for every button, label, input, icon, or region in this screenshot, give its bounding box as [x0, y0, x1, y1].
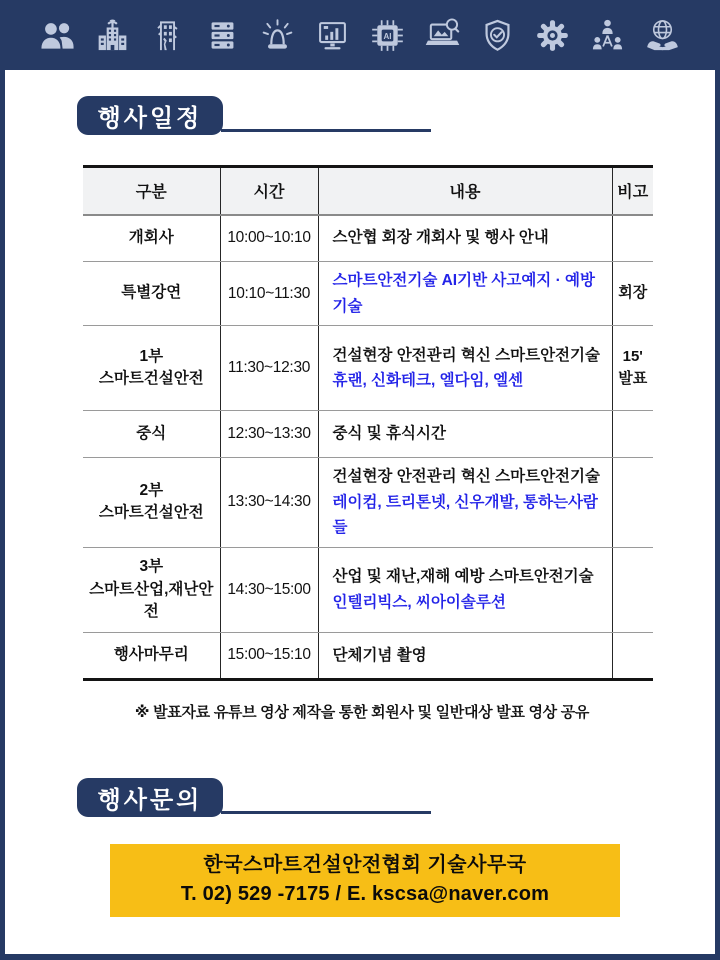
svg-text:AI: AI	[383, 31, 392, 41]
contact-box	[110, 844, 620, 917]
category-cell: 행사마무리	[113, 646, 189, 664]
category-cell: 3부 스마트산업,재난안전	[83, 547, 220, 632]
content-cell	[318, 458, 612, 548]
ai-chip-icon	[370, 18, 405, 53]
topbar-icon-band	[0, 0, 720, 70]
header-category: 구분	[83, 167, 220, 215]
table-row	[83, 326, 653, 411]
remark-cell: 15' 발표	[612, 326, 653, 411]
header-time: 시간	[220, 167, 318, 215]
table-row	[83, 632, 653, 679]
schedule-table	[83, 165, 653, 681]
content-main-text: 중식 및 휴식시간	[332, 425, 446, 443]
category-cell: 중식	[83, 411, 220, 458]
contact-org: 한국스마트건설안전협회 기술사무국	[203, 853, 527, 876]
category-cell: 2부 스마트건설안전	[83, 458, 220, 548]
content-cell	[318, 547, 612, 632]
category-cell: 특별강연	[83, 262, 220, 326]
server-rack-icon	[205, 18, 240, 53]
content-cell	[318, 215, 612, 262]
content-company-text: 휴랜, 신화테크, 엘다임, 엘센	[332, 372, 524, 390]
content-company-text: 레이컴, 트리톤넷, 신우개발, 통하는사람들	[332, 493, 598, 537]
schedule-title: 행사일정	[97, 105, 203, 132]
category-cell: 개회사	[83, 215, 220, 262]
users-icon	[40, 18, 75, 53]
content-cell	[318, 262, 612, 326]
remark-cell	[612, 632, 653, 679]
damaged-building-icon	[150, 18, 185, 53]
org-chart-icon	[590, 18, 625, 53]
time-cell: 12:30~13:30	[220, 411, 318, 458]
table-row	[83, 547, 653, 632]
table-row	[83, 215, 653, 262]
table-row	[83, 262, 653, 326]
title-underline	[221, 811, 431, 814]
gear-icon	[535, 18, 570, 53]
content-main-text: 산업 및 재난,재해 예방 스마트안전기술	[332, 568, 594, 586]
remark-cell	[612, 458, 653, 548]
category-cell: 1부 스마트건설안전	[83, 326, 220, 411]
contact-phone-email: T. 02) 529 -7175 / E. kscsa@naver.com	[180, 882, 550, 905]
time-cell: 10:00~10:10	[220, 215, 318, 262]
content-main-text: 건설현장 안전관리 혁신 스마트안전기술	[332, 346, 600, 364]
laptop-search-icon	[425, 18, 460, 53]
footnote: ※ 발표자료 유튜브 영상 제작을 통한 회원사 및 일반대상 발표 영상 공유	[134, 703, 590, 721]
remark-cell: 회장	[612, 262, 653, 326]
title-underline	[221, 129, 431, 132]
content-company-text: 스마트안전기술 AI기반 사고예지 · 예방기술	[332, 272, 595, 315]
time-cell: 11:30~12:30	[220, 326, 318, 411]
time-cell: 10:10~11:30	[220, 262, 318, 326]
time-cell: 14:30~15:00	[220, 547, 318, 632]
time-cell: 13:30~14:30	[220, 458, 318, 548]
schedule-title-badge	[77, 96, 223, 135]
remark-cell	[612, 411, 653, 458]
contact-title: 행사문의	[97, 786, 203, 814]
shield-check-icon	[480, 18, 515, 53]
content-main-text: 스안협 회장 개회사 및 행사 안내	[332, 229, 549, 247]
header-content: 내용	[318, 167, 612, 215]
siren-icon	[260, 18, 295, 53]
content-cell	[318, 632, 612, 679]
content-main-text: 단체기념 촬영	[332, 646, 427, 664]
smart-building-icon	[95, 18, 130, 53]
schedule-section	[5, 96, 715, 722]
header-remark: 비고	[612, 167, 653, 215]
contact-title-badge	[77, 778, 223, 817]
content-cell	[318, 326, 612, 411]
table-header-row	[83, 167, 653, 215]
contact-section	[5, 778, 715, 917]
table-row	[83, 458, 653, 548]
remark-cell	[612, 547, 653, 632]
remark-cell	[612, 215, 653, 262]
monitor-chart-icon	[315, 18, 350, 53]
table-row	[83, 411, 653, 458]
content-company-text: 인텔리빅스, 씨아이솔루션	[332, 593, 506, 611]
time-cell: 15:00~15:10	[220, 632, 318, 679]
content-cell	[318, 411, 612, 458]
content-main-text: 건설현장 안전관리 혁신 스마트안전기술	[332, 468, 600, 486]
globe-hands-icon	[645, 18, 680, 53]
